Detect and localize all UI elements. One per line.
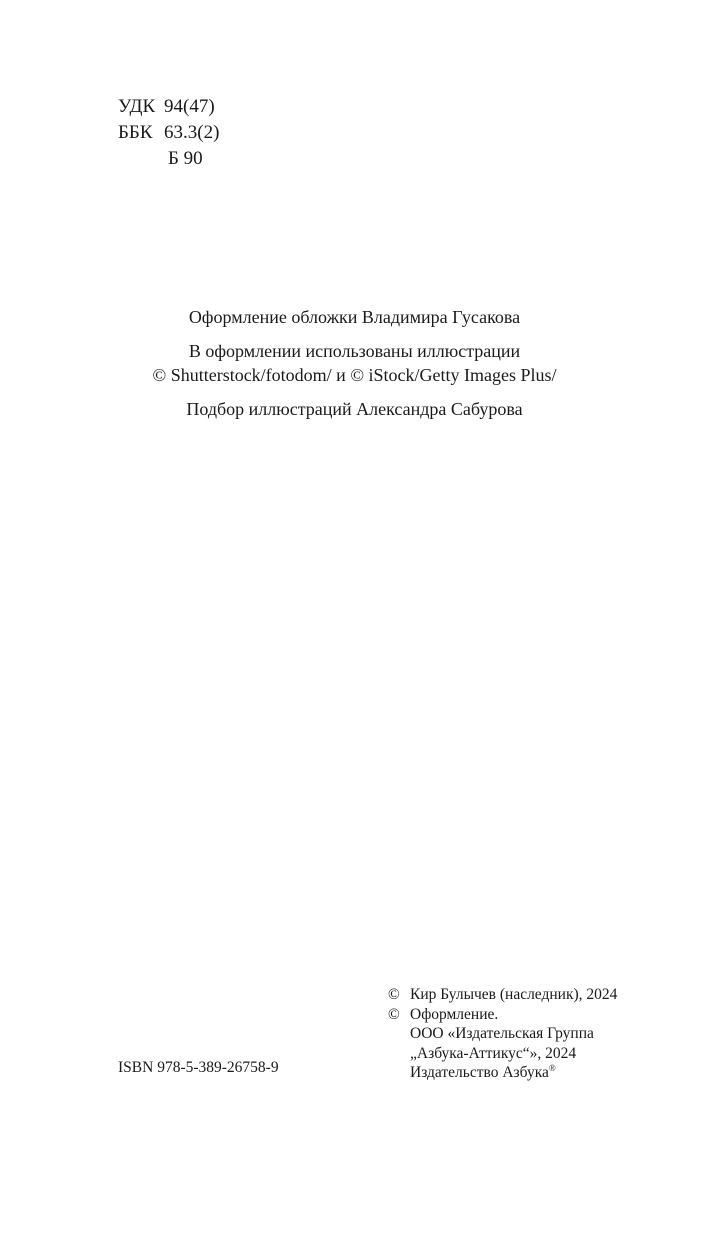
copyright-publisher-line-1: ООО «Издательская Группа <box>410 1025 594 1042</box>
copyright-row-design <box>388 1005 617 1025</box>
copyright-author-text: Кир Булычев (наследник), 2024 <box>410 986 618 1003</box>
illustrations-line-1: В оформлении использованы иллюстрации <box>188 341 521 361</box>
udk-label: УДК <box>118 96 156 117</box>
copyright-design-text: Оформление. <box>410 1005 499 1023</box>
udk-value: 94(47) <box>164 96 215 117</box>
cover-design-text: Оформление обложки Владимира Гусакова <box>188 307 521 327</box>
copyright-block <box>388 985 617 1083</box>
registered-mark: ® <box>548 1062 556 1073</box>
credits-block <box>0 305 709 431</box>
copyright-symbol: © <box>388 986 400 1003</box>
bbk-row <box>118 120 219 146</box>
udk-row <box>118 94 219 120</box>
copyright-row-author <box>388 985 617 1005</box>
copyright-imprint-line <box>388 1063 617 1083</box>
cover-design-credit <box>0 305 709 329</box>
illustration-selection-credit <box>0 397 709 421</box>
illustrations-credit <box>0 339 709 387</box>
classification-block <box>118 94 219 172</box>
illustrations-line-2: © Shutterstock/fotodom/ и © iStock/Getty Images Plus/ <box>152 365 557 385</box>
copyright-publisher-line-2: „Азбука-Аттикус“», 2024 <box>410 1044 577 1062</box>
isbn: ISBN 978-5-389-26758-9 <box>118 1059 279 1076</box>
imprint-name: Издательство Азбука <box>410 1064 549 1081</box>
illustration-selection-text: Подбор иллюстраций Александра Сабурова <box>186 399 523 419</box>
copyright-symbol: © <box>388 1005 400 1023</box>
bbk-value: 63.3(2) <box>164 122 220 143</box>
bbk-label: ББК <box>118 122 153 143</box>
author-mark: Б 90 <box>168 148 203 169</box>
